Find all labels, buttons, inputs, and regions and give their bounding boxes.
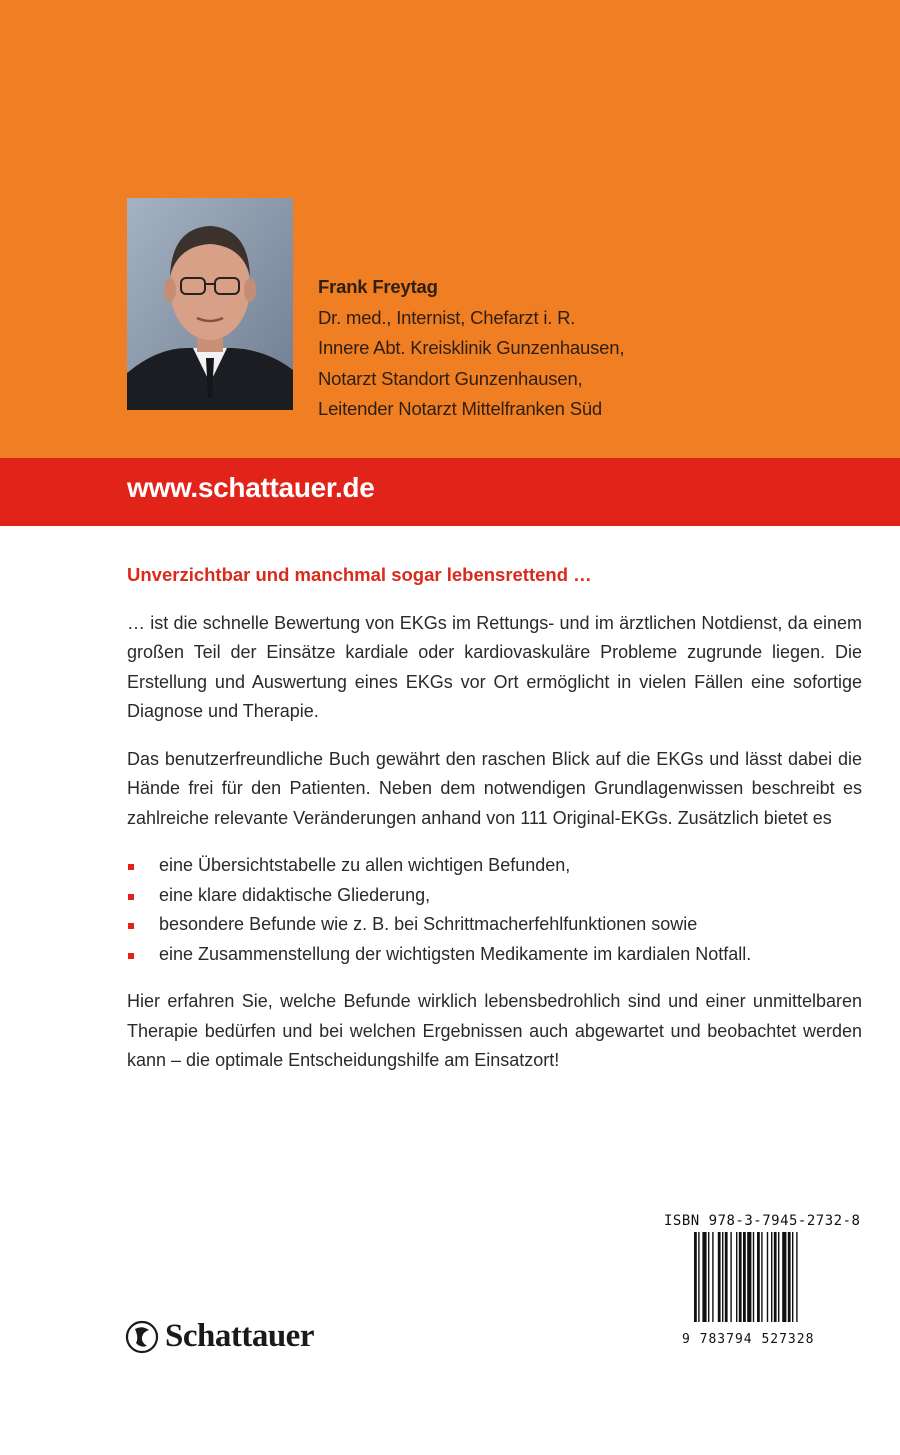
author-info (318, 272, 624, 425)
feature-list-item: eine Übersichtstabelle zu allen wichtigen Befunden, (127, 851, 862, 881)
publisher-emblem-icon (125, 1320, 159, 1354)
feature-list-item: eine Zusammenstellung der wichtigsten Medikamente im kardialen Notfall. (127, 940, 862, 970)
author-credential-line: Dr. med., Internist, Chefarzt i. R. (318, 306, 576, 328)
blurb-paragraph: Das benutzerfreundliche Buch gewährt den raschen Blick auf die EKGs und lässt dabei die Hände frei für den Patienten. Neben dem notwendigen Grundlagenwissen beschreibt es zahlreiche relevante Veränderungen anhand von 111 Original-EKGs. Zusätzlich bietet es (127, 748, 862, 828)
feature-list (127, 851, 862, 969)
author-credential-line: Leitender Notarzt Mittelfranken Süd (318, 398, 603, 419)
feature-list-item: eine klare didaktische Gliederung, (127, 881, 862, 911)
blurb-paragraph: … ist die schnelle Bewertung von EKGs im Rettungs- und im ärztlichen Notdienst, da einem großen Teil der Einsätze kardiale oder kardiovaskuläre Probleme zugrunde liegen. Die Erstellung und Auswertung eines EKGs vor Ort ermöglicht in vielen Fällen eine sofortige Diagnose und Therapie. (127, 612, 862, 721)
publisher-name: Schattauer (165, 1318, 314, 1354)
author-photo (127, 198, 293, 410)
blurb (127, 560, 862, 1094)
publisher-logo (125, 1318, 314, 1355)
author-portrait-image (127, 198, 293, 410)
isbn-label: ISBN 978-3-7945-2732-8 (664, 1213, 861, 1229)
author-credential-line: Notarzt Standort Gunzenhausen, (318, 367, 583, 389)
author-name: Frank Freytag (318, 276, 438, 297)
website-url: www.schattauer.de (127, 472, 375, 503)
author-credential-line: Innere Abt. Kreisklinik Gunzenhausen, (318, 337, 625, 358)
barcode (692, 1232, 840, 1322)
blurb-closing: Hier erfahren Sie, welche Befunde wirklich lebensbedrohlich sind und einer unmittelbaren Therapie bedürfen und bei welchen Ergebnissen auch abgewartet und beobachtet werden kann – die optimale Entscheidungshilfe am Einsatzort! (127, 991, 862, 1070)
feature-list-item: besondere Befunde wie z. B. bei Schrittmacherfehlfunktionen sowie (127, 910, 862, 940)
barcode-number: 9 783794 527328 (682, 1332, 815, 1347)
blurb-headline: Unverzichtbar und manchmal sogar lebensrettend … (127, 564, 592, 585)
